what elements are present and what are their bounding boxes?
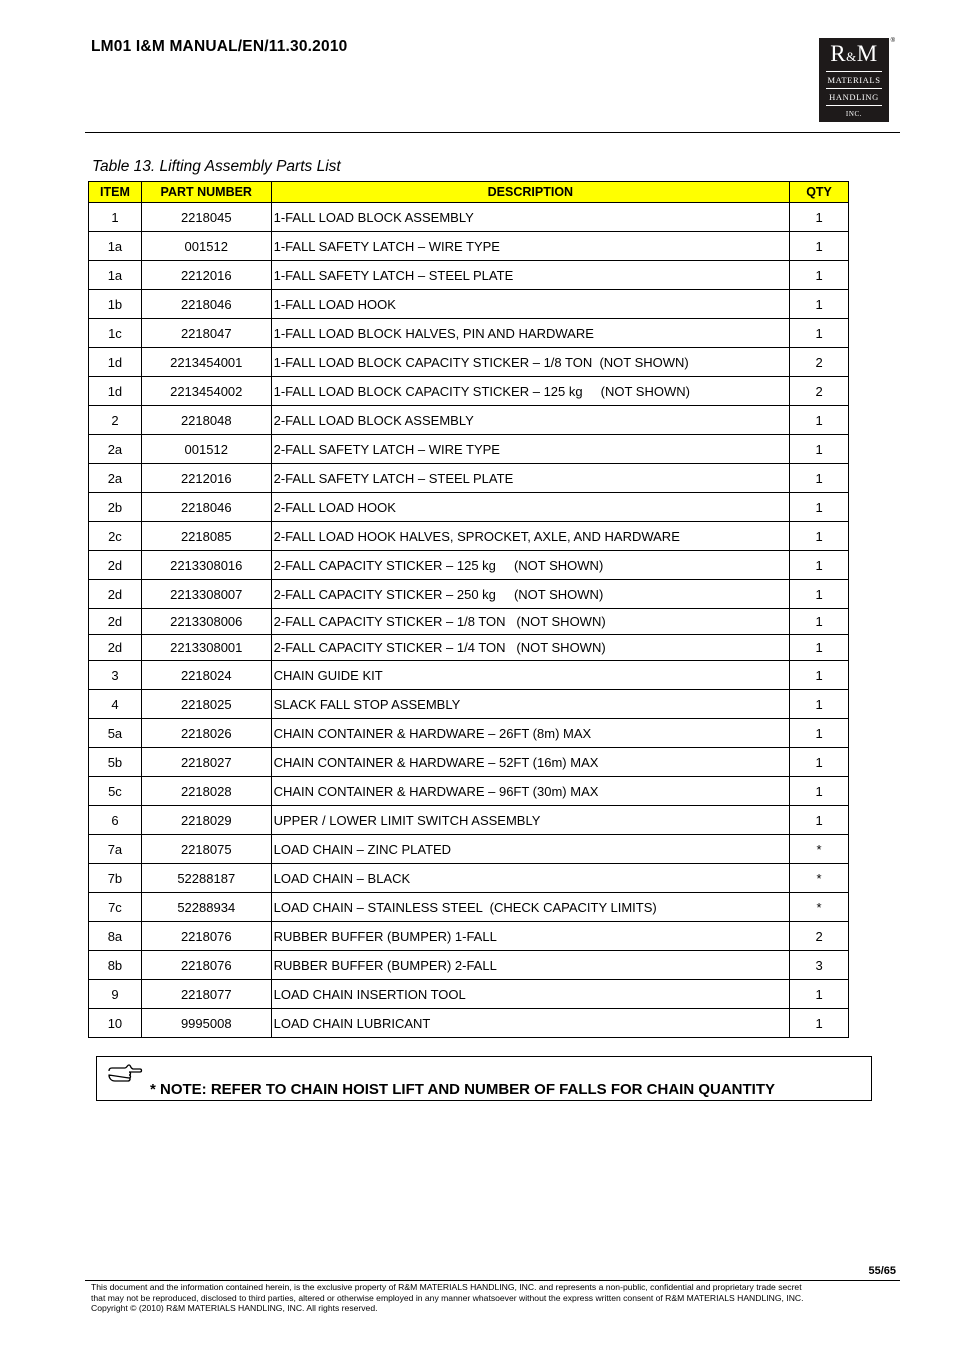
table-row bbox=[89, 635, 849, 661]
cell-description: 2-FALL SAFETY LATCH – WIRE TYPE bbox=[271, 435, 790, 464]
cell-qty: 1 bbox=[790, 661, 849, 690]
cell-description: 1-FALL LOAD HOOK bbox=[271, 290, 790, 319]
table-row bbox=[89, 319, 849, 348]
table-row bbox=[89, 609, 849, 635]
cell-item: 6 bbox=[89, 806, 142, 835]
cell-description: 2-FALL CAPACITY STICKER – 1/4 TON (NOT SHOWN) bbox=[271, 635, 790, 661]
cell-item: 8a bbox=[89, 922, 142, 951]
cell-part-number: 2218045 bbox=[141, 203, 271, 232]
table-row bbox=[89, 777, 849, 806]
cell-part-number: 2218025 bbox=[141, 690, 271, 719]
cell-item: 4 bbox=[89, 690, 142, 719]
cell-part-number: 2218026 bbox=[141, 719, 271, 748]
cell-item: 5b bbox=[89, 748, 142, 777]
table-row bbox=[89, 719, 849, 748]
cell-qty: 1 bbox=[790, 203, 849, 232]
cell-qty: 1 bbox=[790, 806, 849, 835]
cell-item: 5c bbox=[89, 777, 142, 806]
table-row bbox=[89, 406, 849, 435]
cell-part-number: 001512 bbox=[141, 435, 271, 464]
footer-line: This document and the information contained herein, is the exclusive property of R&M MATERIALS HANDLING, INC. and represents a non-public, confidential and proprietary trade secret bbox=[91, 1282, 802, 1292]
logo-divider bbox=[826, 105, 882, 106]
cell-part-number: 2218046 bbox=[141, 493, 271, 522]
table-row bbox=[89, 690, 849, 719]
cell-part-number: 2218027 bbox=[141, 748, 271, 777]
cell-part-number: 2218085 bbox=[141, 522, 271, 551]
table-row bbox=[89, 522, 849, 551]
cell-description: 2-FALL CAPACITY STICKER – 250 kg (NOT SHOWN) bbox=[271, 580, 790, 609]
cell-qty: 2 bbox=[790, 348, 849, 377]
table-row bbox=[89, 203, 849, 232]
cell-description: 2-FALL LOAD HOOK HALVES, SPROCKET, AXLE, AND HARDWARE bbox=[271, 522, 790, 551]
cell-part-number: 2218048 bbox=[141, 406, 271, 435]
cell-qty: 1 bbox=[790, 319, 849, 348]
parts-table bbox=[88, 181, 849, 1038]
cell-description: 1-FALL LOAD BLOCK CAPACITY STICKER – 1/8 TON (NOT SHOWN) bbox=[271, 348, 790, 377]
cell-description: CHAIN GUIDE KIT bbox=[271, 661, 790, 690]
note-box bbox=[96, 1056, 872, 1101]
cell-description: CHAIN CONTAINER & HARDWARE – 52FT (16m) MAX bbox=[271, 748, 790, 777]
cell-part-number: 2218046 bbox=[141, 290, 271, 319]
cell-description: RUBBER BUFFER (BUMPER) 2-FALL bbox=[271, 951, 790, 980]
table-row bbox=[89, 493, 849, 522]
cell-part-number: 9995008 bbox=[141, 1009, 271, 1038]
cell-qty: * bbox=[790, 835, 849, 864]
cell-part-number: 2218076 bbox=[141, 951, 271, 980]
cell-qty: 1 bbox=[790, 522, 849, 551]
table-row bbox=[89, 551, 849, 580]
cell-part-number: 2218077 bbox=[141, 980, 271, 1009]
table-row bbox=[89, 464, 849, 493]
logo-divider bbox=[826, 71, 882, 72]
page-number: 55/65 bbox=[868, 1265, 896, 1277]
cell-qty: 1 bbox=[790, 777, 849, 806]
table-row bbox=[89, 290, 849, 319]
cell-qty: 1 bbox=[790, 580, 849, 609]
cell-description: 1-FALL LOAD BLOCK CAPACITY STICKER – 125 kg (NOT SHOWN) bbox=[271, 377, 790, 406]
logo-divider bbox=[826, 88, 882, 89]
column-header-part-number: PART NUMBER bbox=[141, 182, 271, 203]
cell-part-number: 52288187 bbox=[141, 864, 271, 893]
table-row bbox=[89, 435, 849, 464]
column-header-qty: QTY bbox=[790, 182, 849, 203]
note-text: * NOTE: REFER TO CHAIN HOIST LIFT AND NUMBER OF FALLS FOR CHAIN QUANTITY bbox=[150, 1081, 775, 1098]
cell-item: 8b bbox=[89, 951, 142, 980]
footer-disclaimer bbox=[91, 1282, 901, 1314]
cell-qty: 1 bbox=[790, 435, 849, 464]
cell-part-number: 2218028 bbox=[141, 777, 271, 806]
company-logo bbox=[819, 38, 895, 122]
cell-description: CHAIN CONTAINER & HARDWARE – 26FT (8m) MAX bbox=[271, 719, 790, 748]
cell-part-number: 2218076 bbox=[141, 922, 271, 951]
cell-qty: 2 bbox=[790, 377, 849, 406]
cell-qty: * bbox=[790, 864, 849, 893]
cell-description: 1-FALL LOAD BLOCK ASSEMBLY bbox=[271, 203, 790, 232]
cell-description: UPPER / LOWER LIMIT SWITCH ASSEMBLY bbox=[271, 806, 790, 835]
cell-description: 2-FALL CAPACITY STICKER – 125 kg (NOT SHOWN) bbox=[271, 551, 790, 580]
cell-qty: 1 bbox=[790, 1009, 849, 1038]
table-row bbox=[89, 232, 849, 261]
cell-part-number: 2213308006 bbox=[141, 609, 271, 635]
table-row bbox=[89, 980, 849, 1009]
cell-item: 1 bbox=[89, 203, 142, 232]
cell-description: LOAD CHAIN – STAINLESS STEEL (CHECK CAPACITY LIMITS) bbox=[271, 893, 790, 922]
cell-qty: 1 bbox=[790, 551, 849, 580]
table-row bbox=[89, 580, 849, 609]
footer-line: Copyright © (2010) R&M MATERIALS HANDLING, INC. All rights reserved. bbox=[91, 1303, 378, 1314]
cell-item: 2c bbox=[89, 522, 142, 551]
cell-item: 2d bbox=[89, 580, 142, 609]
cell-part-number: 2213308016 bbox=[141, 551, 271, 580]
document-title: LM01 I&M MANUAL/EN/11.30.2010 bbox=[91, 38, 348, 55]
cell-description: LOAD CHAIN INSERTION TOOL bbox=[271, 980, 790, 1009]
table-header-row bbox=[89, 182, 849, 203]
footer-line: that may not be reproduced, disclosed to third parties, altered or otherwise employed in any manner whatsoever without the express written consent of R&M MATERIALS HANDLING, INC. bbox=[91, 1292, 804, 1303]
cell-qty: 1 bbox=[790, 719, 849, 748]
cell-description: 2-FALL LOAD HOOK bbox=[271, 493, 790, 522]
cell-item: 3 bbox=[89, 661, 142, 690]
cell-qty: 2 bbox=[790, 922, 849, 951]
table-row bbox=[89, 864, 849, 893]
cell-item: 2 bbox=[89, 406, 142, 435]
cell-qty: * bbox=[790, 893, 849, 922]
cell-part-number: 001512 bbox=[141, 232, 271, 261]
logo-line-materials: MATERIALS bbox=[827, 75, 881, 85]
column-header-item: ITEM bbox=[89, 182, 142, 203]
cell-description: LOAD CHAIN – ZINC PLATED bbox=[271, 835, 790, 864]
header-rule bbox=[85, 132, 900, 133]
cell-item: 5a bbox=[89, 719, 142, 748]
cell-part-number: 2213308007 bbox=[141, 580, 271, 609]
cell-part-number: 2213454001 bbox=[141, 348, 271, 377]
cell-part-number: 2218075 bbox=[141, 835, 271, 864]
cell-item: 7c bbox=[89, 893, 142, 922]
cell-item: 1a bbox=[89, 261, 142, 290]
cell-qty: 1 bbox=[790, 609, 849, 635]
table-row bbox=[89, 348, 849, 377]
cell-part-number: 2213308001 bbox=[141, 635, 271, 661]
cell-item: 9 bbox=[89, 980, 142, 1009]
cell-part-number: 2218024 bbox=[141, 661, 271, 690]
cell-description: SLACK FALL STOP ASSEMBLY bbox=[271, 690, 790, 719]
cell-description: 1-FALL SAFETY LATCH – STEEL PLATE bbox=[271, 261, 790, 290]
cell-qty: 1 bbox=[790, 464, 849, 493]
cell-item: 1d bbox=[89, 348, 142, 377]
cell-description: 2-FALL SAFETY LATCH – STEEL PLATE bbox=[271, 464, 790, 493]
cell-item: 1d bbox=[89, 377, 142, 406]
cell-qty: 1 bbox=[790, 493, 849, 522]
table-row bbox=[89, 835, 849, 864]
cell-part-number: 2213454002 bbox=[141, 377, 271, 406]
table-row bbox=[89, 951, 849, 980]
column-header-description: DESCRIPTION bbox=[271, 182, 790, 203]
cell-description: RUBBER BUFFER (BUMPER) 1-FALL bbox=[271, 922, 790, 951]
cell-item: 2b bbox=[89, 493, 142, 522]
cell-part-number: 52288934 bbox=[141, 893, 271, 922]
table-row bbox=[89, 748, 849, 777]
registered-mark: ® bbox=[890, 38, 895, 44]
logo-line-handling: HANDLING bbox=[829, 92, 879, 102]
cell-item: 1c bbox=[89, 319, 142, 348]
pointing-hand-icon bbox=[107, 1063, 143, 1085]
parts-table-body bbox=[89, 203, 849, 1038]
cell-item: 2a bbox=[89, 464, 142, 493]
cell-item: 2d bbox=[89, 609, 142, 635]
table-row bbox=[89, 261, 849, 290]
cell-item: 7a bbox=[89, 835, 142, 864]
cell-description: 1-FALL SAFETY LATCH – WIRE TYPE bbox=[271, 232, 790, 261]
cell-item: 2d bbox=[89, 635, 142, 661]
cell-item: 7b bbox=[89, 864, 142, 893]
table-row bbox=[89, 377, 849, 406]
logo-mark: R&M bbox=[830, 41, 878, 66]
cell-description: 1-FALL LOAD BLOCK HALVES, PIN AND HARDWARE bbox=[271, 319, 790, 348]
cell-item: 1b bbox=[89, 290, 142, 319]
table-row bbox=[89, 1009, 849, 1038]
table-title: Table 13. Lifting Assembly Parts List bbox=[92, 158, 341, 175]
cell-description: CHAIN CONTAINER & HARDWARE – 96FT (30m) MAX bbox=[271, 777, 790, 806]
cell-qty: 1 bbox=[790, 232, 849, 261]
cell-part-number: 2218047 bbox=[141, 319, 271, 348]
table-row bbox=[89, 922, 849, 951]
cell-qty: 3 bbox=[790, 951, 849, 980]
cell-qty: 1 bbox=[790, 748, 849, 777]
cell-description: 2-FALL CAPACITY STICKER – 1/8 TON (NOT SHOWN) bbox=[271, 609, 790, 635]
cell-description: LOAD CHAIN LUBRICANT bbox=[271, 1009, 790, 1038]
cell-qty: 1 bbox=[790, 980, 849, 1009]
cell-part-number: 2218029 bbox=[141, 806, 271, 835]
cell-part-number: 2212016 bbox=[141, 261, 271, 290]
cell-description: 2-FALL LOAD BLOCK ASSEMBLY bbox=[271, 406, 790, 435]
table-row bbox=[89, 806, 849, 835]
cell-qty: 1 bbox=[790, 635, 849, 661]
cell-item: 2a bbox=[89, 435, 142, 464]
cell-item: 10 bbox=[89, 1009, 142, 1038]
cell-qty: 1 bbox=[790, 690, 849, 719]
cell-description: LOAD CHAIN – BLACK bbox=[271, 864, 790, 893]
footer-rule bbox=[85, 1280, 900, 1281]
table-row bbox=[89, 661, 849, 690]
cell-qty: 1 bbox=[790, 290, 849, 319]
cell-qty: 1 bbox=[790, 406, 849, 435]
cell-item: 1a bbox=[89, 232, 142, 261]
logo-line-inc: INC. bbox=[845, 110, 863, 118]
cell-qty: 1 bbox=[790, 261, 849, 290]
cell-part-number: 2212016 bbox=[141, 464, 271, 493]
table-row bbox=[89, 893, 849, 922]
cell-item: 2d bbox=[89, 551, 142, 580]
